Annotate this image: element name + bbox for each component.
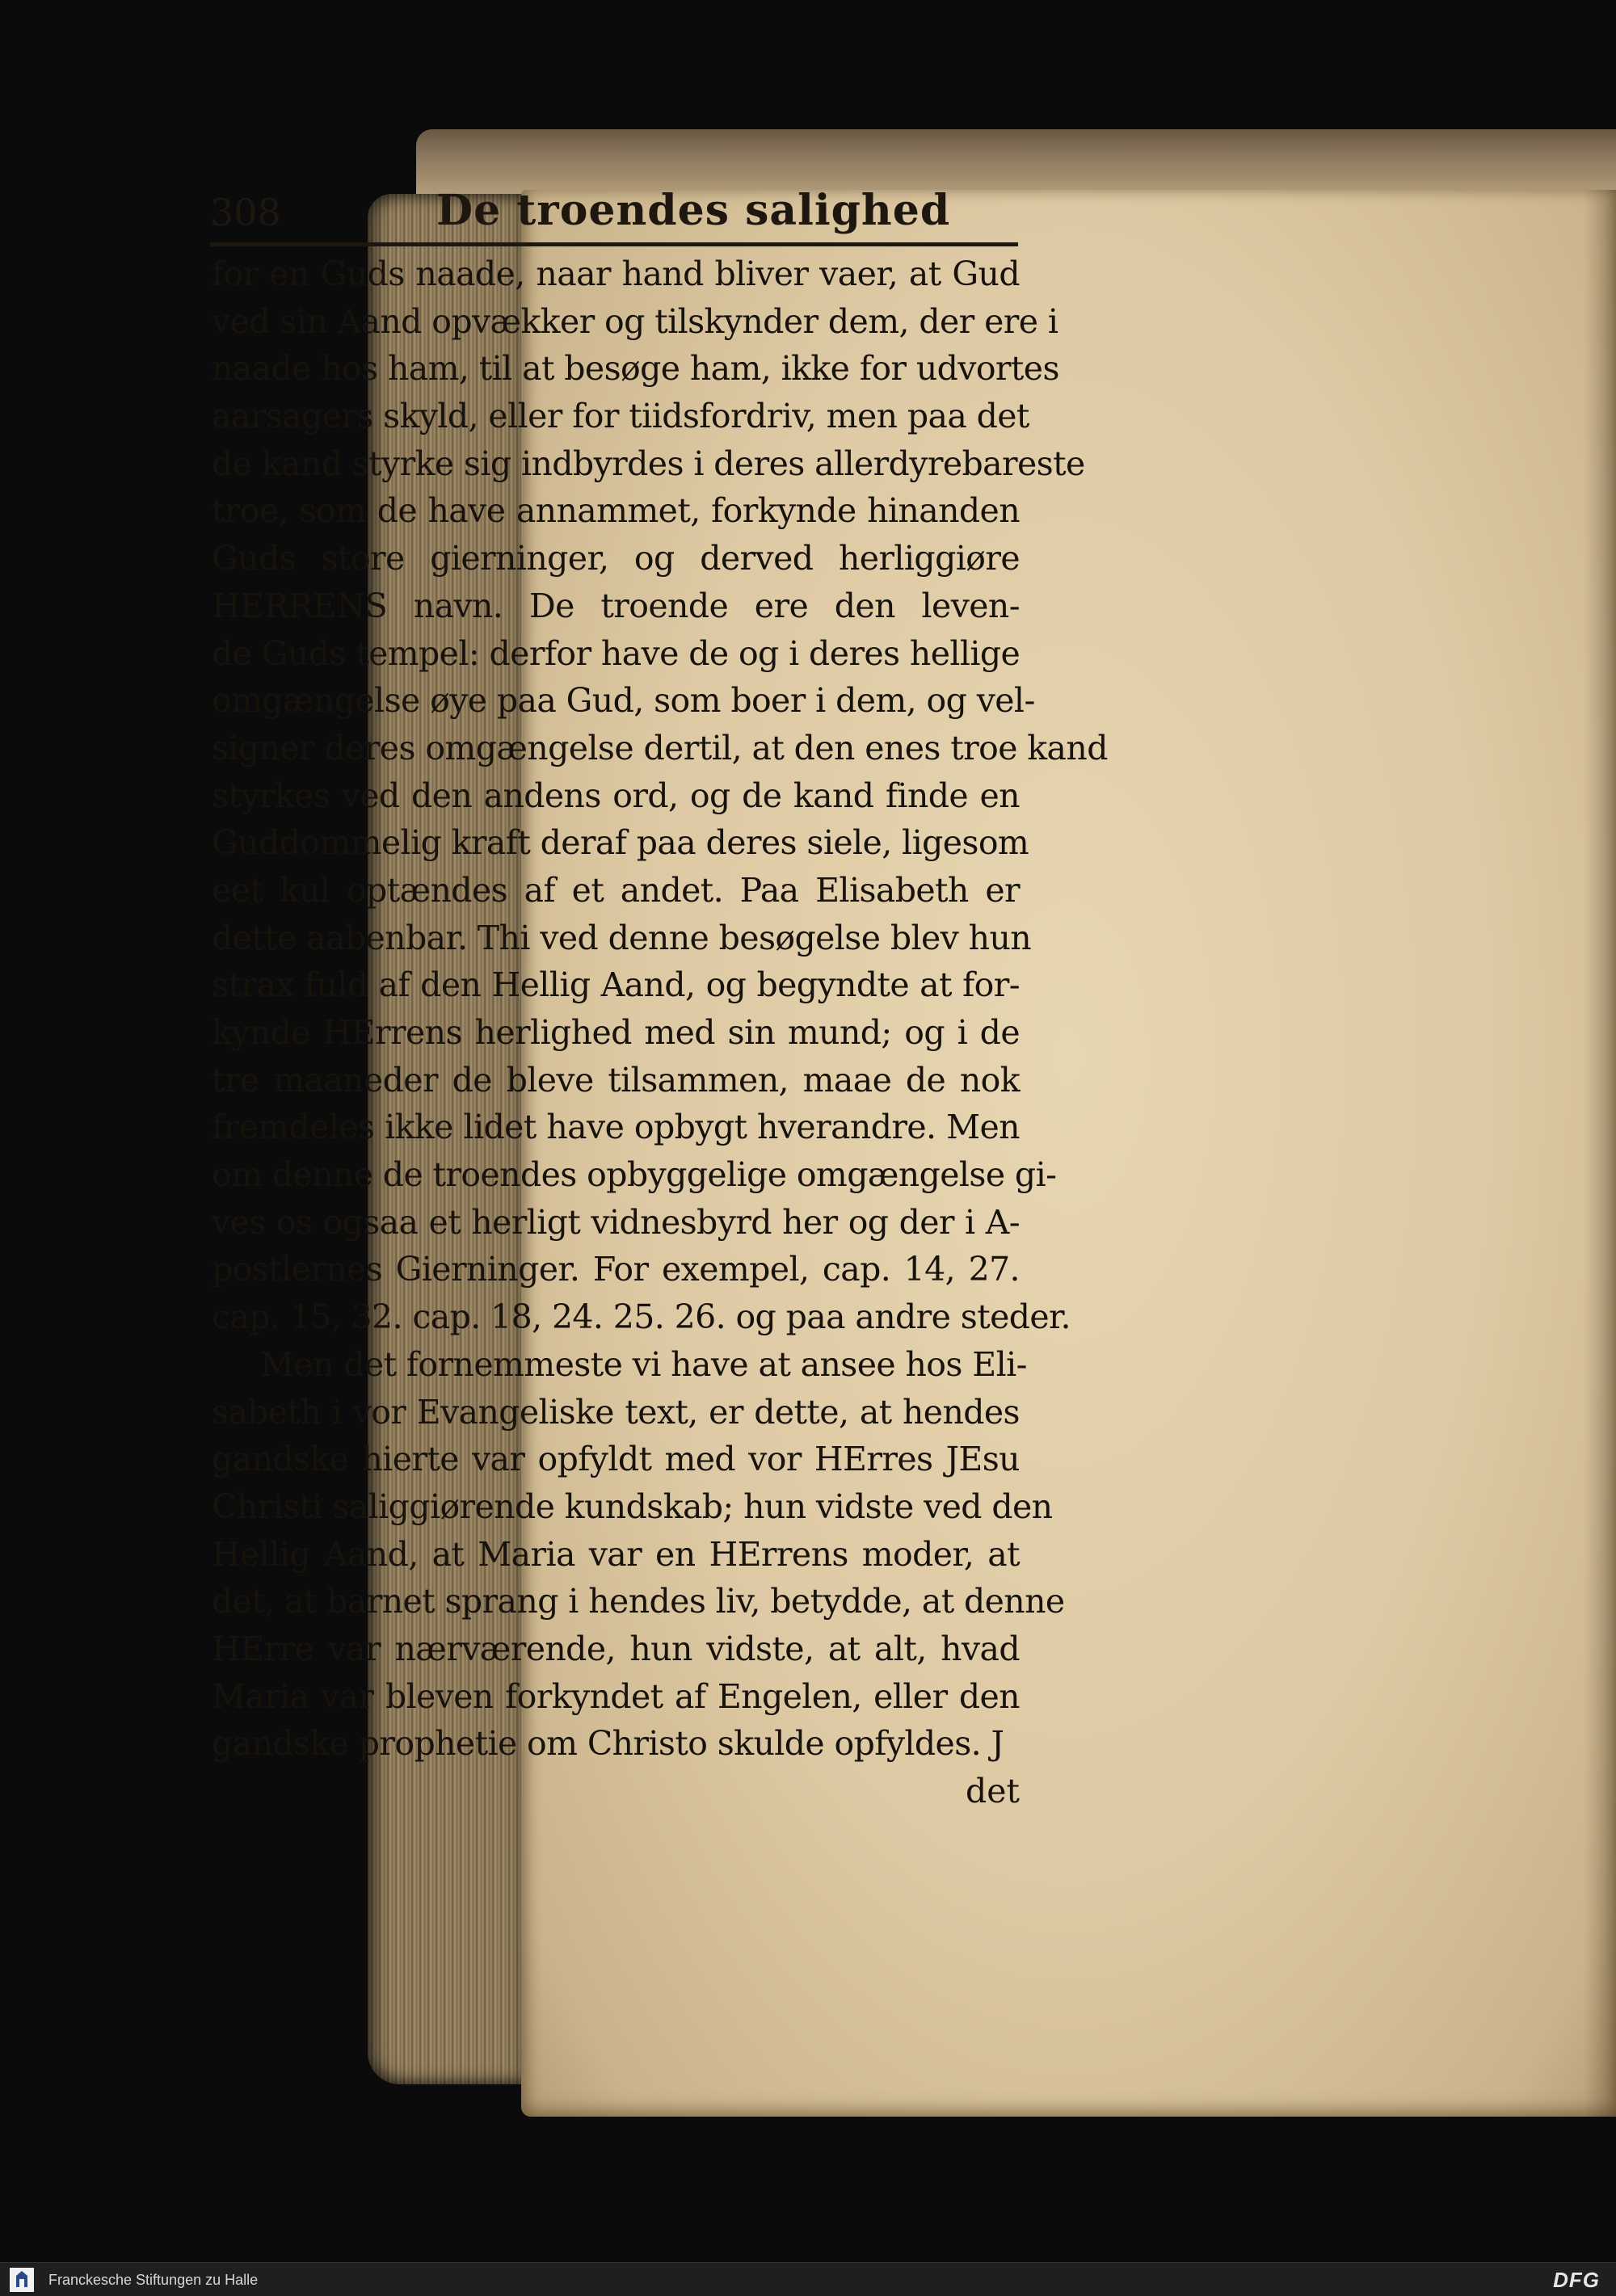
footer-bar bbox=[0, 2262, 1616, 2296]
text-line: for en Guds naade, naar hand bliver vaer, at Gud bbox=[212, 254, 1020, 293]
text-line: Guddommelig kraft deraf paa deres siele, ligesom bbox=[212, 823, 1029, 863]
text-line: Men det fornemmeste vi have at ansee hos Eli- bbox=[260, 1344, 1027, 1384]
text-line: signer deres omgængelse dertil, at den enes troe kand bbox=[212, 728, 1108, 767]
text-line: cap. 15, 32. cap. 18, 24. 25. 26. og paa andre steder. bbox=[212, 1297, 1071, 1337]
text-line: HErre var nærværende, hun vidste, at alt, hvad bbox=[212, 1629, 1020, 1668]
page-gutter bbox=[1584, 190, 1616, 2117]
text-line: gandske prophetie om Christo skulde opfyldes. J bbox=[212, 1724, 1004, 1764]
text-line: om denne de troendes opbyggelige omgængelse gi- bbox=[212, 1155, 1057, 1195]
institution-logo-icon bbox=[10, 2268, 34, 2292]
text-line: strax fuld af den Hellig Aand, og begyndte at for- bbox=[212, 965, 1020, 1005]
text-line: de Guds tempel: derfor have de og i deres hellige bbox=[212, 633, 1021, 673]
dfg-logo: DFG bbox=[1553, 2268, 1600, 2292]
body-text bbox=[212, 250, 1108, 1815]
head-rule bbox=[210, 242, 1018, 246]
text-line: ves os ogsaa et herligt vidnesbyrd her og der i A- bbox=[212, 1202, 1020, 1242]
text-line: Guds store gierninger, og derved herliggiøre bbox=[212, 539, 1020, 578]
text-line: naade hos ham, til at besøge ham, ikke for udvortes bbox=[212, 349, 1059, 389]
text-line: sabeth i vor Evangeliske text, er dette, at hendes bbox=[212, 1392, 1020, 1432]
text-line: de kand styrke sig indbyrdes i deres allerdyrebareste bbox=[212, 444, 1085, 483]
catchword: det bbox=[966, 1772, 1020, 1810]
text-line: styrkes ved den andens ord, og de kand finde en bbox=[212, 776, 1020, 815]
running-title: De troendes salighed bbox=[436, 186, 951, 235]
text-line: Hellig Aand, at Maria var en HErrens moder, at bbox=[212, 1534, 1020, 1574]
institution-name: Franckesche Stiftungen zu Halle bbox=[48, 2272, 259, 2288]
text-line: tre maaneder de bleve tilsammen, maae de nok bbox=[212, 1060, 1020, 1100]
text-line: kynde HErrens herlighed med sin mund; og i de bbox=[212, 1013, 1020, 1052]
text-line: Maria var bleven forkyndet af Engelen, eller den bbox=[212, 1676, 1020, 1716]
text-line: postlernes Gierninger. For exempel, cap. 14, 27. bbox=[212, 1250, 1020, 1289]
text-line: aarsagers skyld, eller for tiidsfordriv, men paa det bbox=[212, 397, 1029, 436]
text-line: omgængelse øye paa Gud, som boer i dem, og vel- bbox=[212, 681, 1035, 721]
text-line: fremdeles ikke lidet have opbygt hverandre. Men bbox=[212, 1108, 1020, 1147]
text-line: dette aabenbar. Thi ved denne besøgelse blev hun bbox=[212, 918, 1032, 957]
text-line: ved sin Aand opvækker og tilskynder dem, der ere i bbox=[212, 301, 1058, 341]
text-line: gandske hierte var opfyldt med vor HErres JEsu bbox=[212, 1440, 1020, 1479]
running-head bbox=[210, 186, 1018, 250]
page-number: 308 bbox=[210, 191, 281, 234]
text-line: Christi saliggiørende kundskab; hun vidste ved den bbox=[212, 1487, 1053, 1526]
text-line: eet kul optændes af et andet. Paa Elisabeth er bbox=[212, 870, 1020, 910]
text-line: HERRENS navn. De troende ere den leven- bbox=[212, 586, 1020, 625]
text-line: det, at barnet sprang i hendes liv, betydde, at denne bbox=[212, 1582, 1065, 1621]
text-line: troe, som de have annammet, forkynde hinanden bbox=[212, 491, 1020, 531]
